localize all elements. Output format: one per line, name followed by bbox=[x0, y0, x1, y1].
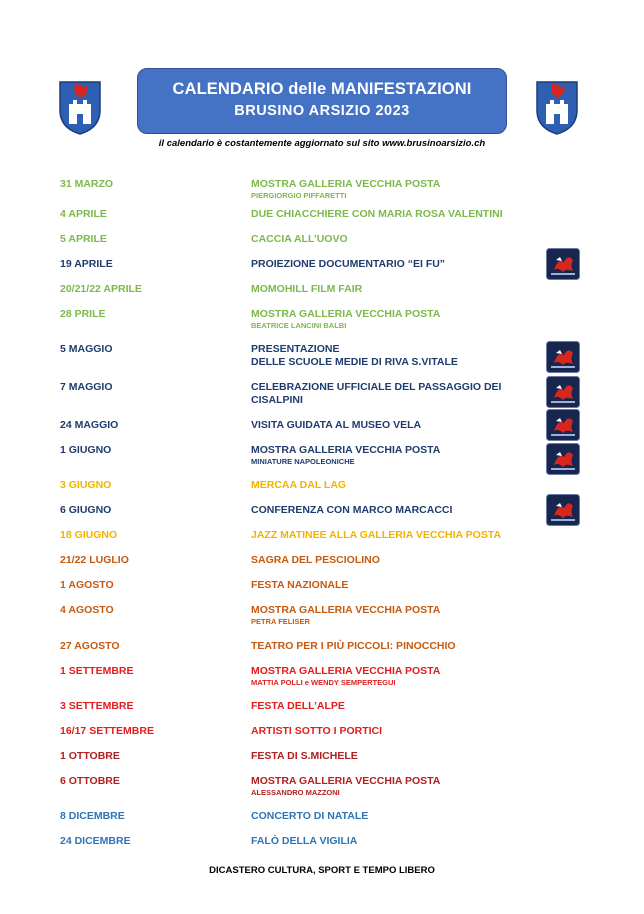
event-date: 31 MARZO bbox=[60, 178, 114, 190]
cisalpini-logo-icon bbox=[546, 376, 580, 408]
event-title-text: FESTA DI S.MICHELE bbox=[251, 750, 358, 762]
event-title bbox=[251, 343, 531, 369]
event-date: 4 AGOSTO bbox=[60, 604, 114, 616]
event-date: 8 DICEMBRE bbox=[60, 810, 125, 822]
event-title-text: SAGRA DEL PESCIOLINO bbox=[251, 554, 380, 566]
event-subtitle: PETRA FELISER bbox=[251, 617, 310, 626]
event-title-text: CONCERTO DI NATALE bbox=[251, 810, 369, 822]
event-date: 1 SETTEMBRE bbox=[60, 665, 134, 677]
website-note: il calendario è costantemente aggiornato sul sito www.brusinoarsizio.ch bbox=[158, 138, 486, 149]
event-title bbox=[251, 479, 531, 492]
event-title bbox=[251, 604, 531, 627]
event-date: 1 OTTOBRE bbox=[60, 750, 120, 762]
event-title bbox=[251, 233, 531, 246]
event-title bbox=[251, 208, 531, 221]
page-title: CALENDARIO delle MANIFESTAZIONI bbox=[172, 80, 472, 98]
event-subtitle: MINIATURE NAPOLEONICHE bbox=[251, 457, 355, 466]
cisalpini-logo-icon bbox=[546, 248, 580, 280]
event-date: 5 MAGGIO bbox=[60, 343, 113, 355]
event-title-text: ARTISTI SOTTO I PORTICI bbox=[251, 725, 383, 737]
event-date: 27 AGOSTO bbox=[60, 640, 120, 652]
event-subtitle: PIERGIORGIO PIFFARETTI bbox=[251, 191, 347, 200]
event-title-text: PROIEZIONE DOCUMENTARIO “EI FU” bbox=[251, 258, 446, 270]
cisalpini-logo-icon bbox=[546, 494, 580, 526]
cisalpini-logo-icon bbox=[546, 409, 580, 441]
event-title bbox=[251, 700, 531, 713]
event-title-text: VISITA GUIDATA AL MUSEO VELA bbox=[251, 419, 422, 431]
event-date: 28 PRILE bbox=[60, 308, 106, 320]
event-subtitle: MATTIA POLLI e WENDY SEMPERTEGUI bbox=[251, 678, 396, 687]
event-date: 1 GIUGNO bbox=[60, 444, 112, 456]
event-title-text: FESTA NAZIONALE bbox=[251, 579, 349, 591]
event-title bbox=[251, 810, 531, 823]
event-title-text: CELEBRAZIONE UFFICIALE DEL PASSAGGIO DEI bbox=[251, 381, 502, 393]
event-date: 16/17 SETTEMBRE bbox=[60, 725, 154, 737]
event-date: 1 AGOSTO bbox=[60, 579, 114, 591]
footer-department: DICASTERO CULTURA, SPORT E TEMPO LIBERO bbox=[209, 865, 435, 876]
event-title-text: MOSTRA GALLERIA VECCHIA POSTA bbox=[251, 178, 441, 190]
event-title-text: FALÒ DELLA VIGILIA bbox=[251, 835, 358, 847]
event-title bbox=[251, 640, 531, 653]
event-title-text-line2: CISALPINI bbox=[251, 394, 303, 406]
event-title-text: DUE CHIACCHIERE CON MARIA ROSA VALENTINI bbox=[251, 208, 503, 220]
event-title bbox=[251, 308, 531, 331]
event-date: 18 GIUGNO bbox=[60, 529, 118, 541]
title-banner bbox=[137, 68, 507, 134]
event-title-text: MOMOHILL FILM FAIR bbox=[251, 283, 363, 295]
event-title bbox=[251, 665, 531, 688]
event-subtitle: ALESSANDRO MAZZONI bbox=[251, 788, 340, 797]
event-title bbox=[251, 725, 531, 738]
event-title bbox=[251, 283, 531, 296]
page-subtitle: BRUSINO ARSIZIO 2023 bbox=[234, 103, 410, 119]
event-title bbox=[251, 258, 531, 271]
event-date: 24 DICEMBRE bbox=[60, 835, 131, 847]
event-date: 4 APRILE bbox=[60, 208, 107, 220]
event-title-text: CONFERENZA CON MARCO MARCACCI bbox=[251, 504, 453, 516]
event-date: 24 MAGGIO bbox=[60, 419, 119, 431]
event-date: 6 OTTOBRE bbox=[60, 775, 120, 787]
event-title bbox=[251, 444, 531, 467]
event-subtitle: BEATRICE LANCINI BALBI bbox=[251, 321, 347, 330]
event-date: 21/22 LUGLIO bbox=[60, 554, 129, 566]
event-title-text: PRESENTAZIONE bbox=[251, 343, 340, 355]
event-date: 3 SETTEMBRE bbox=[60, 700, 134, 712]
event-date: 3 GIUGNO bbox=[60, 479, 112, 491]
event-date: 7 MAGGIO bbox=[60, 381, 113, 393]
event-title bbox=[251, 529, 531, 542]
event-date: 6 GIUGNO bbox=[60, 504, 112, 516]
event-title bbox=[251, 419, 531, 432]
event-title-text: MOSTRA GALLERIA VECCHIA POSTA bbox=[251, 775, 441, 787]
cisalpini-logo-icon bbox=[546, 341, 580, 373]
event-title bbox=[251, 775, 531, 798]
event-title-text: MOSTRA GALLERIA VECCHIA POSTA bbox=[251, 665, 441, 677]
event-title-text: TEATRO PER I PIÙ PICCOLI: PINOCCHIO bbox=[251, 640, 456, 652]
event-title bbox=[251, 835, 531, 848]
event-title-text: CACCIA ALL’UOVO bbox=[251, 233, 348, 245]
event-title bbox=[251, 750, 531, 763]
event-title-text: MERCAA DAL LAG bbox=[251, 479, 347, 491]
cisalpini-logo-icon bbox=[546, 443, 580, 475]
event-date: 5 APRILE bbox=[60, 233, 107, 245]
event-title bbox=[251, 579, 531, 592]
event-date: 19 APRILE bbox=[60, 258, 113, 270]
coat-of-arms-icon bbox=[57, 76, 103, 136]
coat-of-arms-icon bbox=[534, 76, 580, 136]
event-title bbox=[251, 504, 531, 517]
event-title-text: MOSTRA GALLERIA VECCHIA POSTA bbox=[251, 604, 441, 616]
event-title-text: FESTA DELL’ALPE bbox=[251, 700, 345, 712]
event-title-text: MOSTRA GALLERIA VECCHIA POSTA bbox=[251, 308, 441, 320]
event-title bbox=[251, 381, 531, 407]
event-date: 20/21/22 APRILE bbox=[60, 283, 142, 295]
event-title bbox=[251, 554, 531, 567]
event-title-text-line2: DELLE SCUOLE MEDIE DI RIVA S.VITALE bbox=[251, 356, 458, 368]
event-title-text: MOSTRA GALLERIA VECCHIA POSTA bbox=[251, 444, 441, 456]
event-title bbox=[251, 178, 531, 201]
event-title-text: JAZZ MATINEE ALLA GALLERIA VECCHIA POSTA bbox=[251, 529, 502, 541]
